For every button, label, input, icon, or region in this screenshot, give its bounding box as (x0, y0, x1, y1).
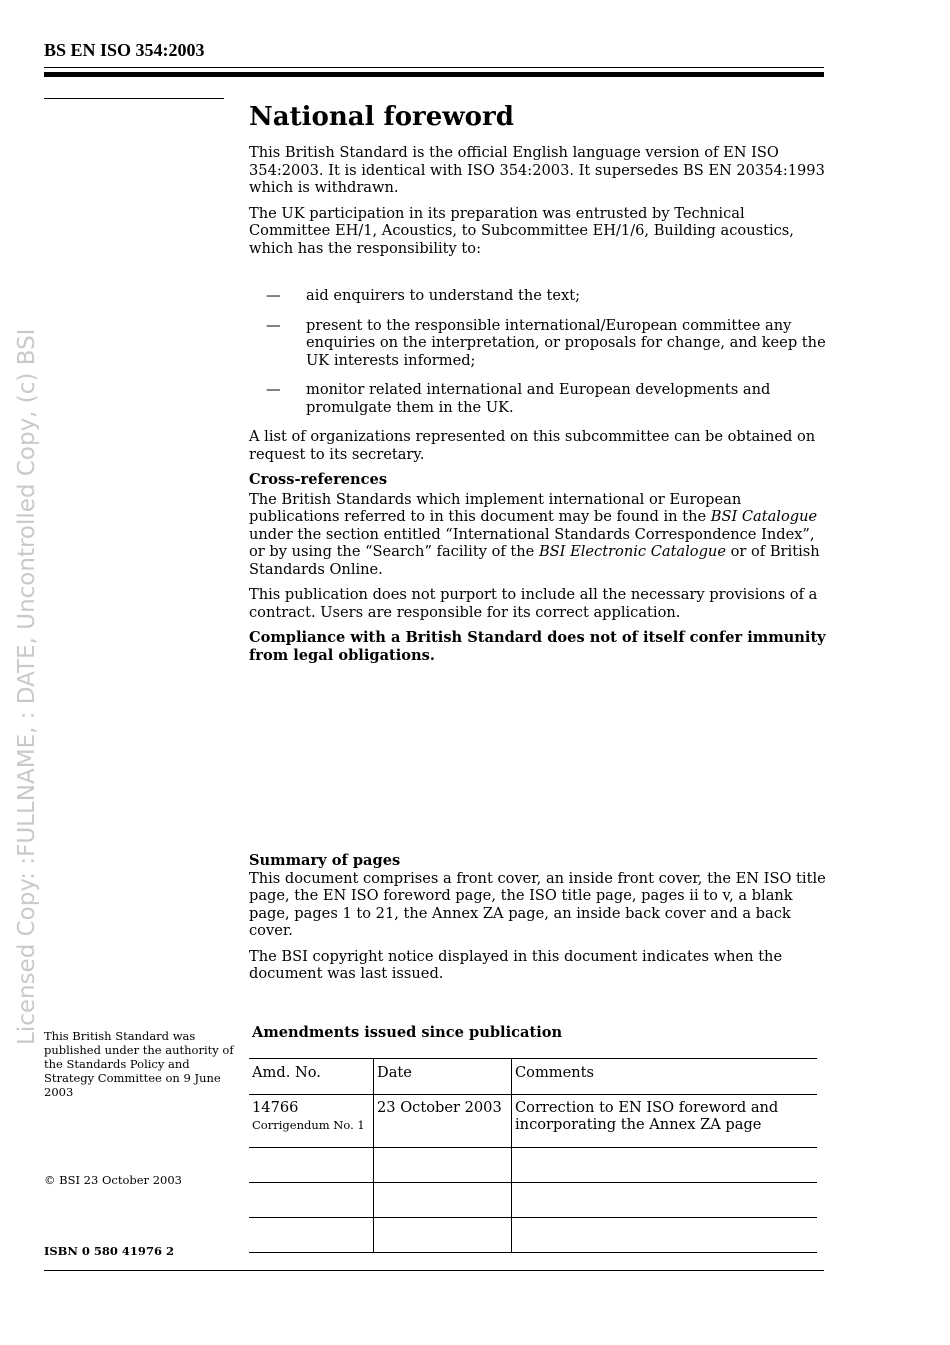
copyright-notice-paragraph: The BSI copyright notice displayed in this document indicates when the document was last issued. (249, 947, 783, 982)
header-rule-thin (44, 67, 824, 68)
column-header: Date (374, 1059, 512, 1095)
isbn: ISBN 0 580 41976 2 (44, 1244, 174, 1258)
compliance-statement: Compliance with a British Standard does not of itself confer immunity from legal obligations. (249, 629, 826, 664)
sidebar-rule (44, 98, 224, 99)
bsi-catalogue-ref: BSI Catalogue (710, 508, 818, 525)
list-item: — monitor related international and European developments and promulgate them in the UK. (249, 381, 827, 416)
table-header-row (249, 1059, 817, 1095)
dash-marker: — (266, 316, 281, 334)
list-item: — aid enquirers to understand the text; (249, 287, 827, 305)
responsibility-list (249, 287, 827, 416)
license-watermark: Licensed Copy: :FULLNAME, : DATE, Uncontrolled Copy, (c) BSI (14, 328, 40, 1045)
column-header: Comments (512, 1059, 818, 1095)
amd-note: Corrigendum No. 1 (252, 1118, 365, 1132)
table-row (249, 1183, 817, 1218)
list-item: — present to the responsible international/European committee any enquiries on the interpretation, or proposals for change, and keep the UK interests informed; (249, 317, 827, 370)
crossref-paragraph: The British Standards which implement international or European publications referred to in this document may be found in the BSI Catalogue under the section entitled “International Standards Correspondence Index”, or by using the “Search” facility of the BSI Electronic Catalogue or of British Standards Online. (249, 490, 820, 578)
table-row (249, 1218, 817, 1253)
summary-text: This document comprises a front cover, an inside front cover, the EN ISO title page, the EN ISO foreword page, the ISO title page, pages ii to v, a blank page, pages 1 to 21, the Annex ZA page, an inside back cover and a back cover. (249, 869, 826, 939)
column-header: Amd. No. (249, 1059, 374, 1095)
document-id: BS EN ISO 354:2003 (44, 40, 205, 60)
intro-paragraph: This British Standard is the official English language version of EN ISO 354:2003. It is identical with ISO 354:2003. It supersedes BS EN 20354:1993 which is withdrawn. (249, 144, 825, 196)
publication-authority: This British Standard was published under the authority of the Standards Policy and Strategy Committee on 9 June 2003 (44, 1029, 234, 1099)
provisions-paragraph: This publication does not purport to include all the necessary provisions of a contract. Users are responsible for its correct application. (249, 586, 818, 621)
page-title: National foreword (249, 102, 514, 132)
summary-heading: Summary of pages (249, 852, 401, 869)
summary-section (249, 852, 829, 991)
bsi-electronic-catalogue-ref: BSI Electronic Catalogue (538, 543, 726, 560)
comments-cell: Correction to EN ISO foreword and incorporating the Annex ZA page (512, 1095, 818, 1148)
participation-paragraph: The UK participation in its preparation was entrusted by Technical Committee EH/1, Acoustics, to Subcommittee EH/1/6, Building acoustics, which has the responsibility to: (249, 204, 794, 257)
crossref-heading: Cross-references (249, 471, 388, 488)
amd-no-cell: 14766 Corrigendum No. 1 (249, 1095, 374, 1148)
amendments-table (249, 1058, 817, 1253)
header-rule-thick (44, 72, 824, 77)
table-row (249, 1095, 817, 1148)
footer-rule (44, 1270, 824, 1271)
amendments-title: Amendments issued since publication (252, 1024, 563, 1041)
table-row (249, 1148, 817, 1183)
national-foreword-section (249, 100, 827, 672)
date-cell: 23 October 2003 (374, 1095, 512, 1148)
organizations-note: A list of organizations represented on this subcommittee can be obtained on request to its secretary. (249, 428, 816, 463)
dash-marker: — (266, 287, 281, 304)
bsi-copyright: © BSI 23 October 2003 (44, 1173, 182, 1187)
dash-marker: — (266, 381, 281, 398)
